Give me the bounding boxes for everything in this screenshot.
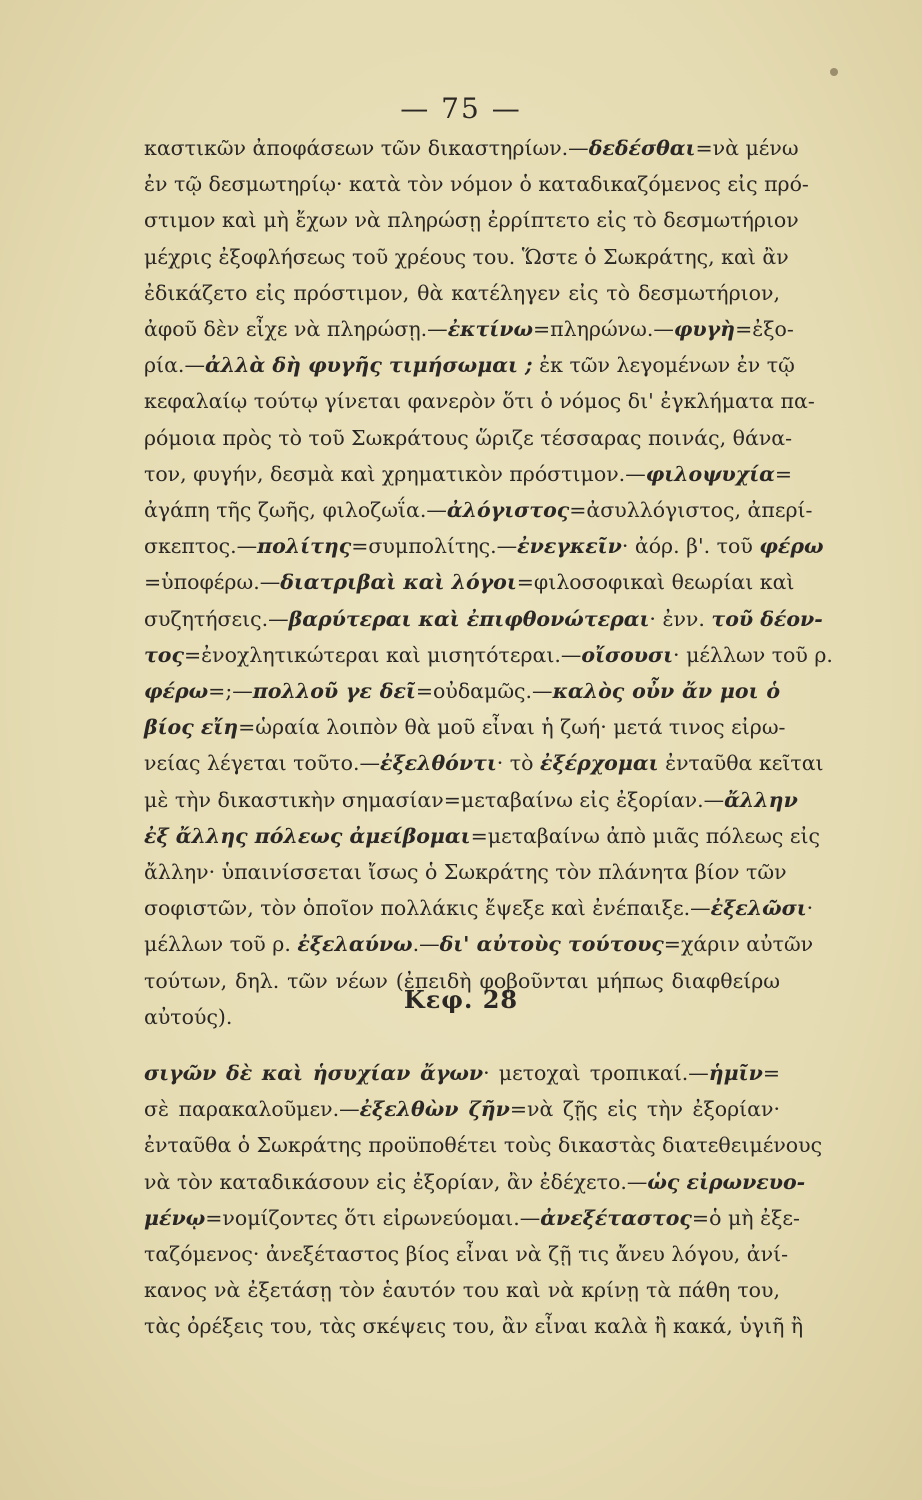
text-segment: ἐνταῦθα κεῖται (658, 751, 824, 776)
lemma-term: ἄλλην (724, 787, 798, 812)
text-segment: μέχρις ἐξοφλήσεως τοῦ χρέους του. Ὥστε ὁ Σωκράτης, καὶ ἂν (144, 244, 789, 269)
lemma-term: ἀλλὰ δὴ φυγῆς τιμήσωμαι ; (204, 353, 533, 378)
text-segment: .— (412, 932, 440, 957)
lemma-term: ἐνεγκεῖν (517, 534, 622, 559)
lemma-term: καλὸς οὖν ἄν μοι ὁ (552, 679, 781, 704)
text-segment: τὰς ὀρέξεις του, τὰς σκέψεις του, ἂν εἶναι καλὰ ἢ κακά, ὑγιῆ ἢ (144, 1314, 804, 1339)
text-line (144, 166, 809, 202)
lemma-term: μένῳ (144, 1205, 206, 1230)
text-segment: ρόμοια πρὸς τὸ τοῦ Σωκράτους ὥριζε τέσσαρας ποινάς, θάνα- (144, 425, 793, 450)
lemma-term: ἀλόγιστος (446, 498, 570, 523)
text-line (144, 383, 815, 419)
text-segment: =νὰ μένω (695, 136, 799, 160)
text-line (144, 890, 814, 926)
text-line (144, 782, 798, 818)
text-line (144, 745, 824, 781)
text-segment: =μεταβαίνω ἀπὸ μιᾶς πόλεως εἰς (470, 823, 820, 848)
text-line (144, 275, 780, 311)
lemma-term: σιγῶν δὲ καὶ ἡσυχίαν ἄγων (144, 1061, 484, 1085)
lemma-term: ἐξελῶσι (710, 896, 807, 921)
lemma-term: βίος εἴη (144, 715, 239, 740)
lemma-term: πολλοῦ γε δεῖ (252, 679, 416, 704)
lemma-term: φυγὴ (673, 317, 736, 342)
text-line (144, 202, 799, 238)
text-segment: κεφαλαίῳ τούτῳ γίνεται φανερὸν ὅτι ὁ νόμος δι' ἐγκλήματα πα- (144, 389, 815, 414)
text-segment: ρία.— (144, 353, 205, 378)
lemma-term: δεδέσθαι (588, 136, 696, 160)
text-line (144, 601, 823, 637)
text-segment: =οὐδαμῶς.— (415, 679, 553, 704)
text-line (144, 637, 833, 673)
text-segment: =ἐνοχλητικώτεραι καὶ μισητότεραι.— (183, 642, 582, 667)
text-segment: ἐδικάζετο εἰς πρόστιμον, θὰ κατέληγεν εἰς τὸ δεσμωτήριον, (144, 280, 780, 305)
text-line (144, 1236, 789, 1272)
lemma-term: ἐξελαύνω (297, 932, 413, 957)
text-segment: = (774, 461, 793, 486)
text-segment: ταζόμενος· ἀνεξέταστος βίος εἶναι νὰ ζῇ τις ἄνευ λόγου, ἀνί- (144, 1242, 789, 1267)
text-segment: =πληρώνω.— (532, 317, 674, 342)
text-line (144, 854, 787, 890)
text-segment: μέλλων τοῦ ρ. (144, 932, 298, 957)
text-segment: τούτων, δηλ. τῶν νέων (ἐπειδὴ φοβοῦνται μήπως διαφθείρω (144, 968, 780, 993)
lemma-term: πολίτης (257, 534, 352, 559)
text-segment: νείας λέγεται τοῦτο.— (144, 751, 381, 776)
text-segment: =ἐξο- (735, 317, 794, 342)
commentary-paragraph-2 (144, 1055, 823, 1345)
text-segment: =ὑποφέρω.— (144, 570, 281, 595)
lemma-term: οἴσουσι (581, 642, 674, 667)
text-segment: =ὁ μὴ ἐξε- (691, 1205, 800, 1230)
text-line (144, 564, 795, 600)
text-line (144, 818, 820, 854)
text-segment: · (806, 896, 814, 921)
lemma-term: ὡς εἰρωνευο- (647, 1169, 806, 1194)
text-segment: =χάριν αὐτῶν (663, 932, 814, 957)
lemma-term: διατριβαὶ καὶ λόγοι (280, 570, 517, 595)
text-segment: · μέλλων τοῦ ρ. (673, 642, 833, 667)
text-segment: στιμον καὶ μὴ ἔχων νὰ πληρώσῃ ἐρρίπτετο εἰς τὸ δεσμωτήριον (144, 208, 799, 233)
text-line (144, 239, 789, 275)
text-segment: συζητήσεις.— (144, 606, 289, 631)
text-segment: σκεπτος.— (144, 534, 258, 559)
text-line (144, 1272, 780, 1308)
lemma-term: ἀνεξέταστος (540, 1205, 692, 1230)
lemma-term: ἡμῖν (708, 1061, 763, 1085)
lemma-term: ἐξελθὼν ζῆν (359, 1097, 510, 1122)
text-segment: σὲ παρακαλοῦμεν.— (144, 1097, 360, 1122)
text-segment: αὐτούς). (144, 1004, 233, 1029)
text-line (144, 347, 795, 383)
text-segment: =;— (208, 679, 253, 704)
text-segment: · τὸ (496, 751, 540, 776)
commentary-paragraph-1 (144, 130, 833, 1035)
lemma-term: τος (144, 642, 184, 667)
lemma-term: ἐξέρχομαι (540, 751, 659, 776)
text-line (144, 1308, 804, 1344)
text-line (144, 1091, 780, 1127)
text-line (144, 709, 786, 745)
lemma-term: ἐξελθόντι (380, 751, 497, 776)
text-line (144, 926, 814, 962)
text-segment: · ἐνν. (649, 606, 712, 631)
text-segment: = (762, 1061, 780, 1085)
lemma-term: ἐξ ἄλλης πόλεως ἀμείβομαι (144, 823, 471, 848)
text-segment: μὲ τὴν δικαστικὴν σημασίαν=μεταβαίνω εἰς ἐξορίαν.— (144, 787, 725, 812)
text-segment: σοφιστῶν, τὸν ὁποῖον πολλάκις ἔψεξε καὶ ἐνέπαιξε.— (144, 896, 711, 921)
text-segment: κανος νὰ ἐξετάσῃ τὸν ἑαυτόν του καὶ νὰ κρίνῃ τὰ πάθη του, (144, 1278, 780, 1303)
text-segment: ἐκ τῶν λεγομένων ἐν τῷ (532, 353, 795, 378)
text-segment: =συμπολίτης.— (351, 534, 518, 559)
lemma-term: βαρύτεραι καὶ ἐπιφθονώτεραι (288, 606, 650, 631)
ink-spot (830, 68, 838, 76)
lemma-term: φέρω (144, 679, 209, 704)
lemma-term: τοῦ δέον- (711, 606, 823, 631)
text-segment: νὰ τὸν καταδικάσουν εἰς ἐξορίαν, ἂν ἐδέχετο.— (144, 1169, 648, 1194)
lemma-term: φιλοψυχία (645, 461, 775, 486)
text-segment: ἀγάπη τῆς ζωῆς, φιλοζωΐα.— (144, 498, 447, 523)
text-segment: ἄλλην· ὑπαινίσσεται ἴσως ὁ Σωκράτης τὸν πλάνητα βίον τῶν (144, 860, 787, 885)
text-segment: · ἀόρ. β'. τοῦ (621, 534, 760, 559)
text-line (144, 130, 799, 166)
text-line (144, 456, 793, 492)
chapter-heading: Κεφ. 28 (403, 985, 519, 1014)
text-segment: ἐν τῷ δεσμωτηρίῳ· κατὰ τὸν νόμον ὁ καταδικαζόμενος εἰς πρό- (144, 172, 809, 197)
text-line (144, 1200, 800, 1236)
text-line (144, 1164, 806, 1200)
text-segment: =φιλοσοφικαὶ θεωρίαι καὶ (516, 570, 795, 595)
text-segment: =νομίζοντες ὅτι εἰρωνεύομαι.— (205, 1205, 541, 1230)
text-segment: =νὰ ζῇς εἰς τὴν ἐξορίαν· (509, 1097, 780, 1122)
text-line (144, 311, 794, 347)
text-line (144, 1127, 823, 1163)
text-segment: ἐνταῦθα ὁ Σωκράτης προϋποθέτει τοὺς δικαστὰς διατεθειμένους (144, 1133, 823, 1158)
text-line (144, 528, 824, 564)
text-segment: καστικῶν ἀποφάσεων τῶν δικαστηρίων.— (144, 136, 589, 160)
text-segment: =ἀσυλλόγιστος, ἀπερί- (569, 498, 813, 523)
text-segment: τον, φυγήν, δεσμὰ καὶ χρηματικὸν πρόστιμον.— (144, 461, 646, 486)
text-segment: ἀφοῦ δὲν εἶχε νὰ πληρώσῃ.— (144, 317, 448, 342)
text-segment: =ὡραία λοιπὸν θὰ μοῦ εἶναι ἡ ζωή· μετά τινος εἰρω- (238, 715, 786, 740)
page-number: — 75 — (400, 92, 522, 125)
text-segment: · μετοχαὶ τροπικαί.— (483, 1061, 709, 1085)
lemma-term: δι' αὐτοὺς τούτους (439, 932, 664, 957)
lemma-term: φέρω (759, 534, 824, 559)
text-line (144, 1055, 780, 1091)
lemma-term: ἐκτίνω (447, 317, 533, 342)
text-line (144, 492, 813, 528)
text-line (144, 420, 793, 456)
text-line (144, 673, 780, 709)
